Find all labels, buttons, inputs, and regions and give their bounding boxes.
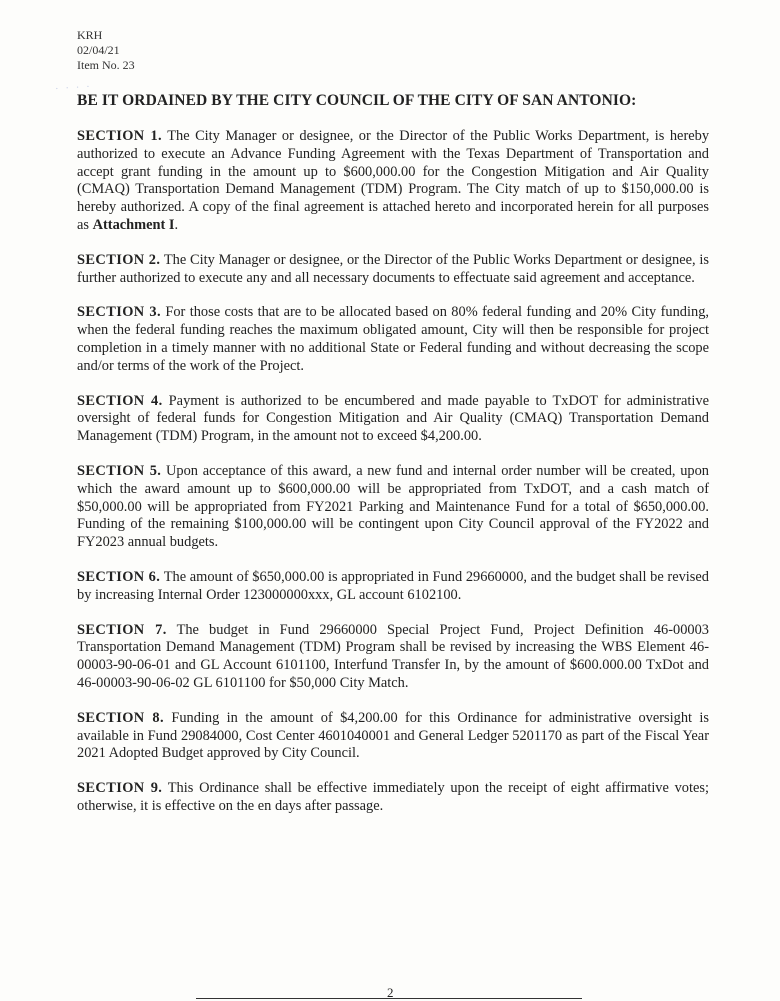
section-label: SECTION 9. <box>77 780 163 797</box>
faint-stamp-mark: · · · · <box>54 80 93 96</box>
document-header <box>77 28 135 73</box>
section-label: SECTION 7. <box>77 621 167 638</box>
section-1 <box>77 128 709 235</box>
section-8 <box>77 710 709 763</box>
section-label: SECTION 8. <box>77 709 164 726</box>
header-initials: KRH <box>77 28 103 42</box>
ordinance-body <box>77 128 709 833</box>
section-9 <box>77 780 709 816</box>
header-item-number: Item No. 23 <box>77 58 135 72</box>
ordinance-title: BE IT ORDAINED BY THE CITY COUNCIL OF THE CITY OF SAN ANTONIO: <box>77 92 637 109</box>
section-text: The City Manager or designee, or the Director of the Public Works Department or designee, is further authorized to execute any and all necessary documents to effectuate said agreement and acceptance. <box>77 251 710 286</box>
section-3 <box>77 304 709 375</box>
footer-divider <box>196 998 582 999</box>
section-text: Payment is authorized to be encumbered and made payable to TxDOT for administrative oversight of federal funds for Congestion Mitigation and Air Quality (CMAQ) Transportation Demand Management (TDM) Program, in the amount not to exceed $4,200.00. <box>77 392 709 445</box>
section-text: The amount of $650,000.00 is appropriated in Fund 29660000, and the budget shall be revised by increasing Internal Order 123000000xxx, GL account 6102100. <box>77 568 709 603</box>
section-text: The budget in Fund 29660000 Special Project Fund, Project Definition 46-00003 Transportation Demand Management (TDM) Program shall be revised by increasing the WBS Element 46-00003-90-06-01 and GL Account 6101100, Interfund Transfer In, by the amount of $600.000.00 TxDot and 46-00003-90-06-02 GL 6101100 for $50,000 City Match. <box>77 621 709 691</box>
section-text: For those costs that are to be allocated based on 80% federal funding and 20% City funding, when the federal funding reaches the maximum obligated amount, City will then be responsible for project completion in a timely manner with no additional State or Federal funding and without decreasing the scope and/or terms of the work of the Project. <box>77 304 709 374</box>
section-5 <box>77 463 709 552</box>
header-date: 02/04/21 <box>77 43 120 57</box>
section-text: The City Manager or designee, or the Director of the Public Works Department, is hereby authorized to execute an Advance Funding Agreement with the Texas Department of Transportation and accept grant funding in the amount up to $600,000.00 for the Congestion Mitigation and Air Quality (CMAQ) Transportation Demand Management (TDM) Program. The City match of up to $150,000.00 is hereby authorized. A copy of the final agreement is attached hereto and incorporated herein for all purposes as <box>77 128 710 233</box>
section-label: SECTION 6. <box>77 568 161 585</box>
section-7 <box>77 622 709 693</box>
section-label: SECTION 5. <box>77 462 162 479</box>
section-text: This Ordinance shall be effective immediately upon the receipt of eight affirmative votes; otherwise, it is effective on the en days after passage. <box>77 780 709 814</box>
section-label: SECTION 3. <box>77 304 161 321</box>
attachment-reference: Attachment I <box>92 216 175 233</box>
page-number: 2 <box>387 985 394 1000</box>
section-text: Upon acceptance of this award, a new fund and internal order number will be created, upon which the award amount up to $600,000.00 will be appropriated from TxDOT, and a cash match of $50,000.00 will be appropriated from FY2021 Parking and Maintenance Fund for a total of $650,000.00. Funding of the remaining $100,000.00 will be contingent upon City Council approval of the FY2022 and FY2023 annual budgets. <box>77 462 710 551</box>
section-4 <box>77 393 709 446</box>
section-6 <box>77 569 709 605</box>
section-text-tail: . <box>174 216 179 233</box>
section-label: SECTION 4. <box>77 392 163 409</box>
section-label: SECTION 1. <box>77 128 163 144</box>
section-2 <box>77 252 709 288</box>
section-text: Funding in the amount of $4,200.00 for this Ordinance for administrative oversight is available in Fund 29084000, Cost Center 4601040001 and General Ledger 5201170 as part of the Fiscal Year 2021 Adopted Budget approved by City Council. <box>77 709 709 762</box>
section-label: SECTION 2. <box>77 251 161 268</box>
